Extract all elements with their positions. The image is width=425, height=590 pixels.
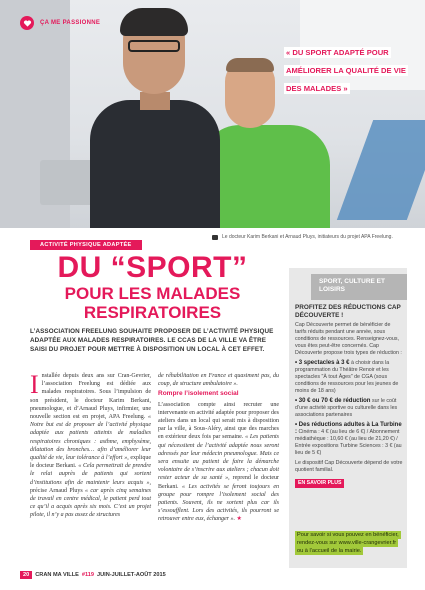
sidebar-item-3-title: • Des réductions adultes à La Turbine : bbox=[295, 422, 402, 435]
sidebar-item-2-text: sur le coût d’une activité sportive ou culturelle dans les associations partenaires bbox=[295, 398, 398, 418]
sidebar-item-1-text: à choisir dans la programmation du Théâtre Renoir et les spectacles "À tout Âges" de CGA (sous conditions de ressources pour les jeunes de moins de 18 ans) bbox=[295, 360, 399, 394]
col2-quote-1: « Les patients qui nécessitent de l’activité adaptée nous seront adressés par leur médecin pneumologue. Mais ce sera ensuite au patient de faire la démarche volontaire de s’inscrire aux ateliers ; chacun doit rester acteur de sa santé », bbox=[158, 434, 280, 482]
photo-caption bbox=[212, 234, 393, 240]
issue-date: JUIN-JUILLET-AOÛT 2015 bbox=[96, 572, 166, 578]
magazine-name: CRAN MA VILLE bbox=[35, 572, 79, 578]
rubric-label bbox=[20, 16, 100, 30]
headline-line3: RESPIRATOIRES bbox=[83, 303, 222, 322]
sidebar-outro: Le dispositif Cap Découverte dépend de votre quotient familial. bbox=[295, 460, 403, 473]
more-info-link[interactable] bbox=[295, 531, 401, 555]
sidebar-box bbox=[289, 268, 407, 568]
photo-man-green-hair bbox=[226, 58, 274, 72]
sidebar-header bbox=[311, 274, 407, 300]
sidebar-item-1-title: • 3 spectacles à 3 € bbox=[295, 360, 350, 366]
col1-quote-1: « Notre but est de proposer de l’activité physique adaptée aux patients atteints de maladies respiratoires chroniques : asthme, emphysème, dilatation des bronches… afin d’améliorer leur qualité de vie, leur tolérance à l’effort », bbox=[30, 414, 151, 462]
category-tag: ACTIVITÉ PHYSIQUE ADAPTÉE bbox=[30, 240, 142, 250]
photo-blue-object bbox=[337, 120, 425, 220]
photo-man-dark-shirt bbox=[90, 100, 220, 228]
sidebar-item-2-title: • 30 € ou 70 € de réduction bbox=[295, 398, 371, 404]
more-info-tag: EN SAVOIR PLUS bbox=[295, 479, 344, 488]
article-column-1 bbox=[30, 372, 151, 520]
sidebar-body bbox=[295, 322, 403, 488]
rubric-text: ÇA ME PASSIONNE bbox=[40, 20, 101, 26]
col2-text-1: L’association compte ainsi recruter une intervenante en activité adaptée pour proposer des ateliers dans un local qui serait mis à disposition par la ville, à Sous-Aléry, ainsi que des marches en extérieur deux fois par semaine. bbox=[158, 401, 279, 441]
issue-number: #119 bbox=[81, 572, 94, 578]
more-info-text[interactable]: Pour savoir si vous pouvez en bénéficier, rendez-vous sur www.ville-crangevrier.fr ou à l’accueil de la mairie. bbox=[297, 532, 399, 554]
sidebar-item-1 bbox=[295, 360, 403, 395]
photo-glasses bbox=[128, 40, 180, 52]
col1-quote-2: « Cela permettrait de prendre le relai auprès de patients qui sortent d’institutions afin de maintenir leurs acquis », bbox=[30, 463, 151, 486]
sidebar-intro: Cap Découverte permet de bénéficier de tarifs réduits pendant une année, sous conditions de ressources. Renseignez-vous, vous êtes peut-être concernés. Cap Découverte propose trois types de réduction : bbox=[295, 322, 402, 356]
sidebar-item-3 bbox=[295, 422, 403, 457]
end-mark: ★ bbox=[236, 516, 242, 523]
photo-man-dark-hair bbox=[120, 8, 188, 36]
drop-cap: I bbox=[30, 370, 39, 399]
col2-quote-0: de réhabilitation en France et quasiment pas, du coup, de structure ambulatoire ». bbox=[158, 373, 279, 388]
col2-quote-2: « Les activités se feront toujours en groupe pour rompre l’isolement social des patients. Souvent, ils ne sortent plus car ils s’essoufflent. Lors des activités, ils pourront se retrouver entre eux, échanger ». bbox=[158, 483, 279, 523]
article-lead: L’ASSOCIATION FREELUNG SOUHAITE PROPOSER DE L’ACTIVITÉ PHYSIQUE ADAPTÉE AUX MALADES RESPIRATOIRES. LE CCAS DE LA VILLE VA ÊTRE SAISI DU PROJET POUR METTRE À DISPOSITION UN LOCAL À CET EFFET. bbox=[30, 328, 274, 353]
pull-quote-text: « DU SPORT ADAPTÉ POUR AMÉLIORER LA QUALITÉ DE VIE DES MALADES » bbox=[286, 48, 406, 93]
page-number: 20 bbox=[20, 571, 32, 579]
pull-quote bbox=[284, 42, 410, 96]
header-photo bbox=[0, 0, 425, 228]
col1-text-3: précise Arnaud Pluys bbox=[30, 487, 83, 494]
article-subhead: Rompre l’isolement social bbox=[158, 390, 239, 398]
page-footer bbox=[20, 571, 166, 579]
headline-line1: DU “SPORT” bbox=[57, 251, 248, 284]
photo-caption-text: Le docteur Karim Berkani et Arnaud Pluys, initiateurs du projet APA Freelung. bbox=[222, 234, 393, 240]
headline bbox=[30, 252, 275, 322]
sidebar-header-text: SPORT, CULTURE ET LOISIRS bbox=[319, 278, 385, 293]
sidebar-item-2 bbox=[295, 398, 403, 419]
heart-speech-icon bbox=[20, 16, 34, 30]
col2-text-2: reprend le docteur Berkani. bbox=[158, 475, 279, 490]
camera-icon bbox=[212, 235, 218, 240]
headline-line2: POUR LES MALADES bbox=[64, 284, 241, 303]
article-column-2 bbox=[158, 372, 279, 524]
sidebar-title: PROFITEZ DES RÉDUCTIONS CAP DÉCOUVERTE ! bbox=[295, 304, 401, 319]
col1-text-2: explique le docteur Berkani. bbox=[30, 455, 152, 470]
col1-quote-3: « car après cinq semaines de travail en centre médical, le patient perd tout ce qu’il a acquis après six mois. C’est un projet pilote, il n’y a pas assez de structures bbox=[30, 487, 152, 519]
col1-text-1: nstallée depuis deux ans sur Cran-Gevrier, l’association Freelung est dédiée aux malades respiratoires. Sous l’impulsion de son président, le docteur Karim Berkani, pneumologue, et d’Arnaud Pluys, infirmier, une nouvelle section est en projet, APA Freelung. bbox=[30, 373, 151, 421]
sidebar-item-3-text: Cinéma : 4 € (au lieu de 6 €) / Abonnement médiathèque : 10,60 € (au lieu de 21,20 €) / Entrée expositions Turbine Sciences : 3 € (au lieu de 5 €) bbox=[295, 429, 402, 456]
photo-man-dark-neck bbox=[140, 92, 170, 110]
